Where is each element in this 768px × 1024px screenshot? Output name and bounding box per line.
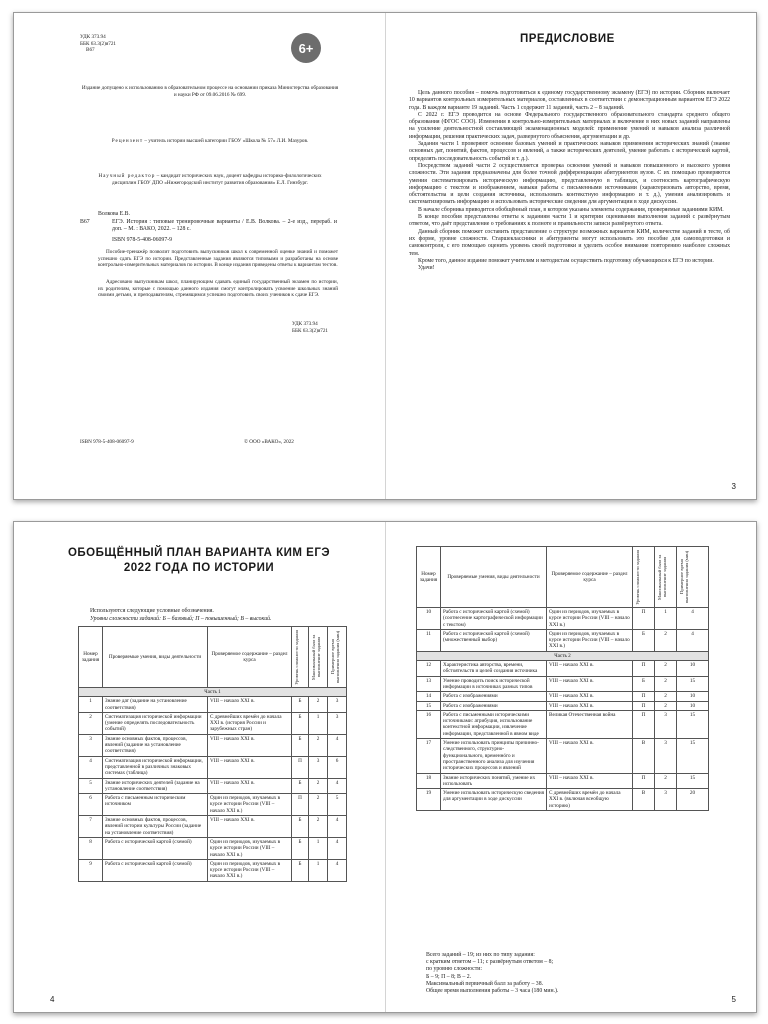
task-number: 13 <box>417 676 441 692</box>
task-level: Б <box>633 629 655 651</box>
col-skills: Проверяемые умения, виды деятельности <box>103 627 208 688</box>
preface-paragraph: Задания части 1 проверяют освоение базовых умений и практических навыков применения исторических знаний (знание основных дат, понятий, фактов, процессов и явлений, а также исторических деятелей, умение работать с исторической картой, определять последовательность событий и т. д.). <box>409 141 730 162</box>
task-skill: Работа с исторической картой (схемой) (соотнесение картографической информации с текстом) <box>441 608 547 630</box>
task-time: 10 <box>677 661 709 677</box>
task-number: 2 <box>79 712 103 734</box>
task-skill: Знание исторических понятий, умение их использовать <box>441 773 547 789</box>
plan-title <box>54 546 344 576</box>
task-number: 1 <box>79 697 103 713</box>
summary-line: по уровню сложности: <box>426 966 482 973</box>
task-level: П <box>633 710 655 738</box>
task-skill: Работа с письменными историческими источниками: атрибуция, использование контекстной информации, извлечение информации, представленной в явном виде <box>441 710 547 738</box>
preface-paragraph: С 2022 г. ЕГЭ проводится на основе Федерального государственного образовательного стандарта среднего общего образования (ФГОС СОО). Изменения в контрольно-измерительных материалах и включение в них новых заданий направлены на усиление деятельностной составляющей экзаменационных моделей: применение умений и навыков анализа различной информации, решения практических задач, развернутого объяснения, аргументации и др. <box>409 111 730 140</box>
author-heading: Волкова Е.В. <box>98 211 130 217</box>
task-skill: Работа с изображениями <box>441 692 547 701</box>
task-time: 4 <box>328 837 347 859</box>
table-row <box>79 734 347 756</box>
task-skill: Работа с исторической картой (схемой) <box>103 859 208 881</box>
task-content: VIII – начало XXI в. <box>208 816 292 838</box>
table-row <box>417 692 709 701</box>
task-time: 15 <box>677 773 709 789</box>
task-skill: Работа с письменным историческим источником <box>103 794 208 816</box>
isbn-line: ISBN 978-5-408-06097-9 <box>112 237 173 243</box>
classification-block <box>80 34 170 54</box>
task-number: 7 <box>79 816 103 838</box>
spread-top <box>13 12 757 500</box>
preface-title: ПРЕДИСЛОВИЕ <box>520 33 615 45</box>
table-row <box>417 739 709 773</box>
task-number: 3 <box>79 734 103 756</box>
part-row <box>79 688 347 697</box>
summary-block <box>426 952 706 995</box>
task-content: Один из периодов, изучаемых в курсе истории России (VIII – начало XXI в.) <box>547 608 633 630</box>
part-1-label: Часть 1 <box>79 688 347 697</box>
editor-note <box>90 173 330 186</box>
task-skill: Знание основных фактов, процессов, явлений истории культуры России (задание на установление соответствия) <box>103 816 208 838</box>
task-content: Один из периодов, изучаемых в курсе истории России (VIII – начало XXI в.) <box>208 837 292 859</box>
col-score: Максимальный балл за выполнение задания <box>655 547 677 608</box>
table-row <box>417 710 709 738</box>
task-time: 10 <box>677 692 709 701</box>
task-score: 2 <box>655 676 677 692</box>
preface-paragraph: Цель данного пособия – помочь подготовиться к единому государственному экзамену (ЕГЭ) по истории. Сборник включает 10 вариантов контрольных измерительных материалов, составленных в соответствии с демонстрационным вариантом ЕГЭ 2022 года. В каждом варианте 19 заданий. Часть 1 содержит 11 заданий, часть 2 – 8 заданий. <box>409 90 730 111</box>
task-score: 2 <box>309 794 328 816</box>
approval-note: Издание допущено к использованию в образовательном процессе на основании приказа Министерства образования и науки РФ от 09.06.2016 № 699. <box>81 85 339 98</box>
table-row <box>417 701 709 710</box>
task-level: Б <box>292 734 309 756</box>
task-score: 2 <box>655 701 677 710</box>
task-content: VIII – начало XXI в. <box>547 739 633 773</box>
editor-text: – кандидат исторических наук, доцент кафедры историко-филологических дисциплин ГБОУ ДПО «Нижегородский институт развития образования» Е.Л. Гинзбург. <box>112 173 322 186</box>
task-skill: Систематизация исторической информации (умение определять последовательность событий) <box>103 712 208 734</box>
task-number: 14 <box>417 692 441 701</box>
plan-table-right <box>416 546 709 811</box>
task-skill: Работа с исторической картой (схемой) <box>103 837 208 859</box>
task-content: VIII – начало XXI в. <box>547 701 633 710</box>
task-level: Б <box>292 697 309 713</box>
page-imprint <box>14 13 385 499</box>
plan-table-left <box>78 626 347 882</box>
task-level: П <box>633 701 655 710</box>
task-level: В <box>633 739 655 773</box>
task-skill: Умение использовать принципы причинно-следственного, структурно-функционального, временнóго и пространственного анализа для изучения исторических процессов и явлений <box>441 739 547 773</box>
preface-paragraph: Кроме того, данное издание поможет учителям и методистам осуществить подготовку обучающихся к ЕГЭ по истории. <box>418 257 714 264</box>
task-content: С древнейших времён до начала XXI в. (включая всеобщую историю) <box>547 789 633 811</box>
task-content: VIII – начало XXI в. <box>208 697 292 713</box>
task-score: 1 <box>655 608 677 630</box>
task-number: 6 <box>79 794 103 816</box>
task-content: Один из периодов, изучаемых в курсе истории России (VIII – начало XXI в.) <box>208 794 292 816</box>
classification-repeat <box>292 321 352 334</box>
task-content: VIII – начало XXI в. <box>547 692 633 701</box>
task-content: VIII – начало XXI в. <box>208 756 292 778</box>
task-level: Б <box>292 778 309 794</box>
task-score: 2 <box>655 661 677 677</box>
col-time: Примерное время выполнения задания (мин) <box>677 547 709 608</box>
isbn-footer: ISBN 978-5-408-06097-9 <box>80 439 134 445</box>
page-plan-left <box>14 522 385 1012</box>
bibliographic-record: ЕГЭ. История : типовые тренировочные варианты / Е.В. Волкова. – 2-е изд., перераб. и доп. – М. : ВАКО, 2022. – 128 с. <box>112 219 337 233</box>
table-header-row <box>417 547 709 608</box>
task-content: VIII – начало XXI в. <box>547 773 633 789</box>
bib-code: В67 <box>80 219 90 225</box>
table-row <box>417 661 709 677</box>
task-level: П <box>292 756 309 778</box>
task-content: VIII – начало XXI в. <box>547 676 633 692</box>
task-level: В <box>633 789 655 811</box>
task-skill: Характеристика авторства, времени, обстоятельств и целей создания источника <box>441 661 547 677</box>
task-number: 15 <box>417 701 441 710</box>
table-row <box>417 608 709 630</box>
task-time: 4 <box>677 629 709 651</box>
task-time: 3 <box>328 697 347 713</box>
table-row <box>79 816 347 838</box>
task-score: 2 <box>655 773 677 789</box>
table-row <box>79 697 347 713</box>
col-num: Номер задания <box>417 547 441 608</box>
page-number: 3 <box>731 482 736 491</box>
col-content: Проверяемое содержание – раздел курса <box>208 627 292 688</box>
task-time: 3 <box>328 712 347 734</box>
task-level: Б <box>292 712 309 734</box>
reviewer-text: – учитель истории высшей категории ГБОУ «Школа № 57» Л.И. Мазуров. <box>143 138 309 144</box>
task-level: Б <box>633 676 655 692</box>
task-score: 2 <box>655 629 677 651</box>
table-row <box>417 629 709 651</box>
task-time: 4 <box>328 778 347 794</box>
task-number: 17 <box>417 739 441 773</box>
part-row <box>417 651 709 660</box>
page-preface <box>386 13 756 499</box>
col-num: Номер задания <box>79 627 103 688</box>
task-time: 4 <box>677 608 709 630</box>
summary-line: Всего заданий – 19; из них по типу задания: <box>426 952 535 958</box>
summary-line: Максимальный первичный балл за работу – 38. <box>426 980 544 987</box>
page-number: 5 <box>731 995 736 1004</box>
task-skill: Знание исторических деятелей (задание на установление соответствия) <box>103 778 208 794</box>
task-level: П <box>633 608 655 630</box>
task-skill: Знание дат (задание на установление соответствия) <box>103 697 208 713</box>
task-time: 4 <box>328 859 347 881</box>
task-number: 11 <box>417 629 441 651</box>
table-row <box>417 676 709 692</box>
preface-paragraph: В конце пособия представлены ответы к заданиям части 1 и критерии оценивания выполнения заданий с развёрнутым ответом, что даёт представление о требованиях к полноте и правильности записи развёрнутого ответа. <box>409 214 730 228</box>
table-row <box>79 756 347 778</box>
col-content: Проверяемое содержание – раздел курса <box>547 547 633 608</box>
col-time: Примерное время выполнения задания (мин) <box>328 627 347 688</box>
task-time: 15 <box>677 676 709 692</box>
part-2-label: Часть 2 <box>417 651 709 660</box>
table-row <box>417 773 709 789</box>
task-score: 3 <box>655 789 677 811</box>
task-score: 2 <box>309 816 328 838</box>
age-rating-badge: 6+ <box>291 33 321 63</box>
task-content: С древнейших времён до начала XXI в. (история России и зарубежных стран) <box>208 712 292 734</box>
task-time: 5 <box>328 794 347 816</box>
task-skill: Знание основных фактов, процессов, явлений (задание на установление соответствия) <box>103 734 208 756</box>
col-level: Уровень сложности задания <box>633 547 655 608</box>
bbk-repeat: ББК 63.3(2)я721 <box>292 327 329 334</box>
task-content: Один из периодов, изучаемых в курсе истории России (VIII – начало XXI в.) <box>208 859 292 881</box>
udk-repeat: УДК 373.94 <box>292 321 318 327</box>
spread-bottom <box>13 521 757 1013</box>
task-content: VIII – начало XXI в. <box>547 661 633 677</box>
task-number: 12 <box>417 661 441 677</box>
task-level: П <box>633 773 655 789</box>
reviewer-label: Рецензент <box>111 138 144 144</box>
task-skill: Умение использовать историческую сведения для аргументации в ходе дискуссии <box>441 789 547 811</box>
task-content: VIII – начало XXI в. <box>208 734 292 756</box>
plan-title-line-2: 2022 ГОДА ПО ИСТОРИИ <box>123 562 275 574</box>
plan-title-line-1: ОБОБЩЁННЫЙ ПЛАН ВАРИАНТА КИМ ЕГЭ <box>67 547 331 559</box>
page-number: 4 <box>50 995 55 1004</box>
task-skill: Систематизация исторической информации, представленной в различных знаковых системах (таблица) <box>103 756 208 778</box>
task-content: Великая Отечественная война <box>547 710 633 738</box>
annotation-2: Адресовано выпускникам школ, планирующим сдавать единый государственный экзамен по истории, их родителям, которые с помощью данного издания смогут контролировать усвоение школьных знаний своими детьми, и преподавателям, стремящимся успешно подготовить своих учеников к сдаче ЕГЭ. <box>98 279 338 299</box>
editor-label: Научный редактор <box>98 173 156 179</box>
task-time: 10 <box>677 701 709 710</box>
task-score: 1 <box>309 859 328 881</box>
task-score: 3 <box>309 756 328 778</box>
task-skill: Работа с исторической картой (схемой) (множественный выбор) <box>441 629 547 651</box>
reviewer-note <box>100 138 320 145</box>
task-number: 4 <box>79 756 103 778</box>
col-score: Максимальный балл за выполнение задания <box>309 627 328 688</box>
preface-body <box>409 90 730 272</box>
table-row <box>79 794 347 816</box>
bbk: ББК 63.3(2)я721 <box>80 40 117 47</box>
summary-line: с кратким ответом – 11; с развёрнутым ответом – 8; <box>426 959 554 966</box>
preface-paragraph: В начале сборника приводится обобщённый план, в котором указаны элементы содержания, проверяемые заданиями КИМ. <box>418 206 724 213</box>
table-row <box>79 837 347 859</box>
task-score: 2 <box>655 692 677 701</box>
summary-line: Б – 9; П – 8; В – 2. <box>426 973 472 980</box>
table-row <box>79 712 347 734</box>
task-time: 20 <box>677 789 709 811</box>
preface-paragraph: Удачи! <box>418 265 435 272</box>
task-level: П <box>633 692 655 701</box>
task-number: 9 <box>79 859 103 881</box>
copyright: © ООО «ВАКО», 2022 <box>244 439 294 445</box>
task-skill: Умение проводить поиск исторической информации в источниках разных типов <box>441 676 547 692</box>
task-level: Б <box>292 837 309 859</box>
summary-line: Общее время выполнения работы – 3 часа (180 мин.). <box>426 988 559 995</box>
table-header-row <box>79 627 347 688</box>
task-score: 1 <box>309 837 328 859</box>
task-time: 15 <box>677 739 709 773</box>
task-time: 4 <box>328 734 347 756</box>
task-score: 3 <box>655 710 677 738</box>
task-time: 4 <box>328 816 347 838</box>
preface-paragraph: Данный сборник поможет составить представление о структуре возможных вариантов КИМ, количестве заданий в тесте, об их форме, уровне сложности. Старшеклассники и абитуриенты могут использовать это пособие для самоподготовки и самоконтроля, с его помощью оценить уровень своей подготовки и уделить особое внимание повторению наиболее сложных тем. <box>409 228 730 257</box>
task-skill: Работа с изображениями <box>441 701 547 710</box>
task-number: 8 <box>79 837 103 859</box>
col-skills: Проверяемые умения, виды деятельности <box>441 547 547 608</box>
task-number: 18 <box>417 773 441 789</box>
table-row <box>417 789 709 811</box>
author-code: В67 <box>86 47 95 54</box>
task-number: 10 <box>417 608 441 630</box>
preface-paragraph: Посредством заданий части 2 осуществляется проверка освоения умений и навыков повышенного и высокого уровня сложности. Эти задания предназначены для более точной дифференциации абитуриентов вузов. С их помощью проверяются умения систематизировать историческую информацию, представленную в таблицах, и соотносить картографическую информацию с текстом и изображением, навыки работы с письменными источниками (характеризовать авторство, время, обстоятельства и цели создания источника, использовать контекстную информацию и т. д.), умения анализировать и систематизировать информацию и использовать исторические сведения для аргументации в ходе дискуссии. <box>409 162 730 206</box>
table-row <box>79 778 347 794</box>
page-plan-right <box>386 522 756 1012</box>
legend-intro: Используются следующие условные обозначения. <box>90 608 214 614</box>
task-level: П <box>633 661 655 677</box>
task-level: П <box>292 794 309 816</box>
table-row <box>79 859 347 881</box>
legend-levels: Уровни сложности заданий: Б – базовый; П – повышенный; В – высокий. <box>90 616 272 622</box>
col-level: Уровень сложности задания <box>292 627 309 688</box>
task-level: Б <box>292 816 309 838</box>
task-score: 3 <box>655 739 677 773</box>
udk: УДК 373.94 <box>80 34 106 40</box>
task-level: Б <box>292 859 309 881</box>
task-content: VIII – начало XXI в. <box>208 778 292 794</box>
task-number: 19 <box>417 789 441 811</box>
task-number: 16 <box>417 710 441 738</box>
task-score: 2 <box>309 778 328 794</box>
task-time: 6 <box>328 756 347 778</box>
task-score: 2 <box>309 734 328 756</box>
task-number: 5 <box>79 778 103 794</box>
annotation-1: Пособие-тренажёр позволит подготовить выпускников школ к современной оценке знаний и поможет успешно сдать ЕГЭ по истории. Представленные задания являются типовыми и разработаны на основе контрольно-измерительных материалов по истории. В конце издания приведены ответы к вариантам тестов. <box>98 249 338 269</box>
task-score: 2 <box>309 697 328 713</box>
task-time: 15 <box>677 710 709 738</box>
task-score: 1 <box>309 712 328 734</box>
task-content: Один из периодов, изучаемых в курсе истории России (VIII – начало XXI в.) <box>547 629 633 651</box>
